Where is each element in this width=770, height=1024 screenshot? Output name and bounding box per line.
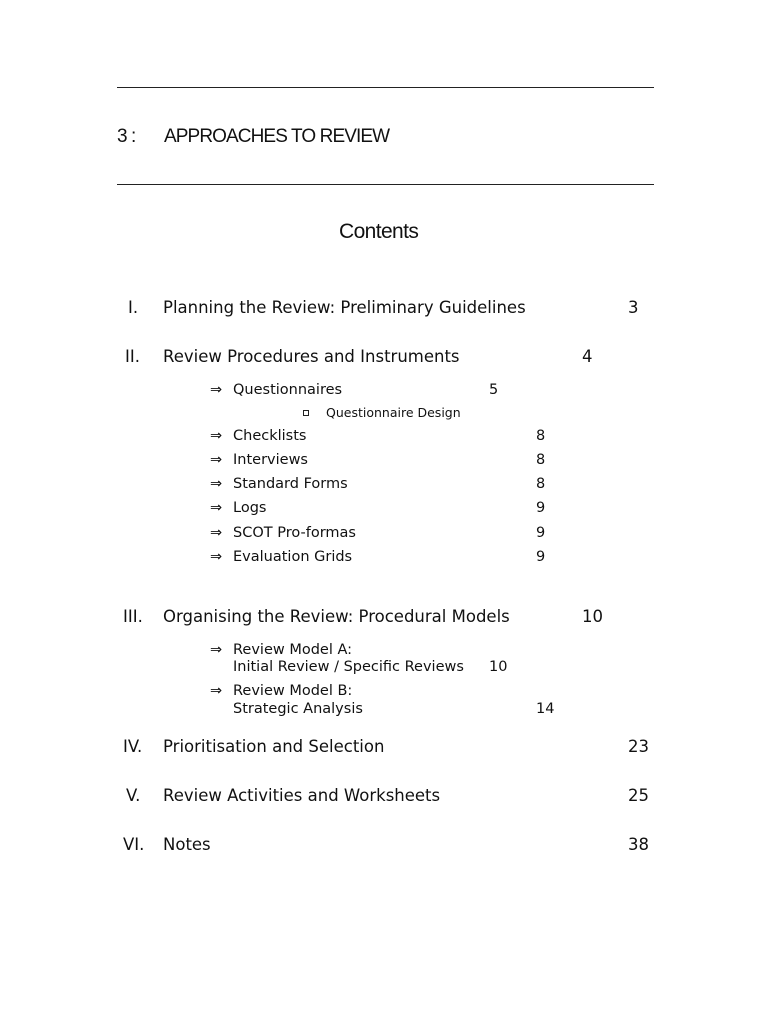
section-page: 10: [582, 607, 603, 626]
arrow-icon: ⇒: [210, 549, 223, 565]
chapter-number: 3 :: [117, 126, 136, 147]
section-number: II.: [125, 347, 140, 366]
arrow-icon: ⇒: [210, 525, 223, 541]
section-page: 38: [628, 835, 649, 854]
subitem-title: Interviews: [233, 452, 308, 468]
checkbox-bullet-icon: [303, 410, 309, 416]
section-page: 3: [628, 298, 639, 317]
subitem-title: Evaluation Grids: [233, 549, 353, 565]
section-number: V.: [126, 786, 141, 805]
section-number: IV.: [123, 737, 143, 756]
subitem-title: Questionnaires: [233, 382, 343, 398]
section-title: Review Procedures and Instruments: [163, 347, 460, 366]
section-title: Notes: [163, 835, 211, 854]
arrow-icon: ⇒: [210, 428, 223, 444]
section-title: Organising the Review: Procedural Models: [163, 607, 510, 626]
subitem-title-line2: Strategic Analysis: [233, 701, 363, 717]
subitem-title: Review Model A:: [233, 642, 353, 658]
section-title: Prioritisation and Selection: [163, 737, 385, 756]
subitem-page: 9: [536, 549, 546, 565]
subitem-page: 5: [489, 382, 499, 398]
bottom-rule: [117, 184, 654, 185]
arrow-icon: ⇒: [210, 382, 223, 398]
top-rule: [117, 87, 654, 88]
section-title: Planning the Review: Preliminary Guidelines: [163, 298, 526, 317]
arrow-icon: ⇒: [210, 642, 223, 658]
subitem-title-line2: Initial Review / Specific Reviews: [233, 659, 464, 675]
arrow-icon: ⇒: [210, 476, 223, 492]
section-number: III.: [123, 607, 143, 626]
subitem-title: Logs: [233, 500, 267, 516]
chapter-title: APPROACHES TO REVIEW: [164, 126, 390, 147]
arrow-icon: ⇒: [210, 452, 223, 468]
section-number: I.: [128, 298, 139, 317]
section-page: 4: [582, 347, 593, 366]
subitem-page: 9: [536, 500, 546, 516]
subsubitem-title: Questionnaire Design: [326, 405, 461, 420]
subitem-title: Review Model B:: [233, 683, 353, 699]
section-page: 23: [628, 737, 649, 756]
contents-heading: Contents: [339, 220, 419, 243]
subitem-title: Checklists: [233, 428, 307, 444]
section-number: VI.: [123, 835, 145, 854]
subitem-page: 8: [536, 452, 546, 468]
section-page: 25: [628, 786, 649, 805]
subitem-page: 14: [536, 701, 555, 717]
subitem-title: Standard Forms: [233, 476, 348, 492]
subitem-page: 8: [536, 428, 546, 444]
subitem-page: 10: [489, 659, 508, 675]
arrow-icon: ⇒: [210, 500, 223, 516]
subitem-title: SCOT Pro-formas: [233, 525, 356, 541]
section-title: Review Activities and Worksheets: [163, 786, 441, 805]
subitem-page: 9: [536, 525, 546, 541]
subitem-page: 8: [536, 476, 546, 492]
arrow-icon: ⇒: [210, 683, 223, 699]
